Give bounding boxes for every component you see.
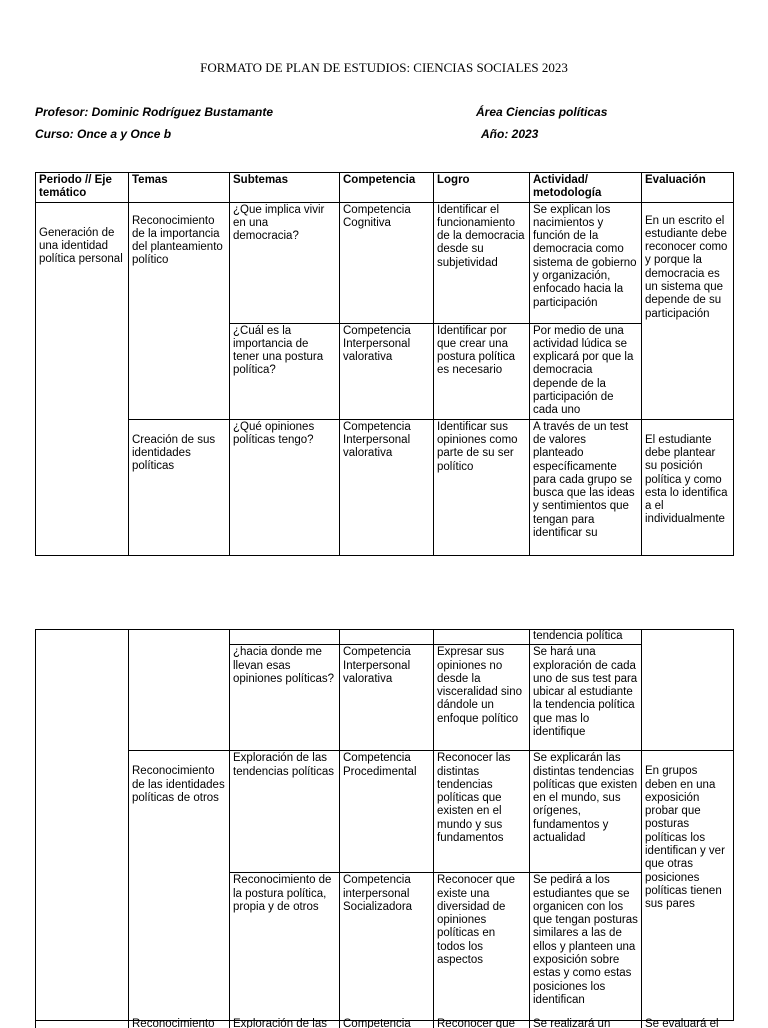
- actividad-cell: tendencia política: [530, 630, 642, 645]
- logro-cell: Reconocer las distintas tendencias políticas que existen en el mundo y sus fundamentos: [434, 751, 530, 873]
- header-subtemas: Subtemas: [230, 173, 340, 203]
- actividad-cell: Se hará una exploración de cada uno de sus test para ubicar al estudiante la tendencia política que mas lo identifique: [530, 645, 642, 751]
- table-row: [36, 419, 734, 555]
- evaluacion-cell: [642, 630, 734, 751]
- header-logro: Logro: [434, 173, 530, 203]
- header-periodo: Periodo // Eje temático: [36, 173, 129, 203]
- evaluacion-cell: En un escrito el estudiante debe reconocer como y porque la democracia es un sistema que depende de su participación: [642, 202, 734, 419]
- tema-cell: Reconocimiento de la importancia del planteamiento político: [129, 202, 230, 419]
- document-title: FORMATO DE PLAN DE ESTUDIOS: CIENCIAS SOCIALES 2023: [200, 60, 568, 75]
- subtema-cell: ¿Que implica vivir en una democracia?: [230, 202, 340, 323]
- logro-cell: Identificar por que crear una postura política es necesario: [434, 323, 530, 419]
- competencia-cell: Competencia Cognitiva: [340, 202, 434, 323]
- actividad-cell: Se pedirá a los estudiantes que se organicen con los que tengan posturas similares a las de ellos y planteen una exposición sobre estas y como estas posiciones los identifican: [530, 873, 642, 1021]
- logro-cell: [434, 630, 530, 645]
- subtema-cell: ¿Qué opiniones políticas tengo?: [230, 419, 340, 555]
- cut-left-border: [35, 1018, 39, 1028]
- subtema-cell: Exploración de las tendencias políticas: [230, 751, 340, 873]
- logro-cell: Identificar el funcionamiento de la democracia desde su subjetividad: [434, 202, 530, 323]
- competencia-cell: [340, 630, 434, 645]
- header-actividad: Actividad/ metodología: [530, 173, 642, 203]
- course-label: Curso: Once a y Once b: [35, 127, 172, 141]
- cut-cell: Reconocimiento: [128, 1018, 214, 1028]
- header-competencia: Competencia: [340, 173, 434, 203]
- area-label: Área Ciencias políticas: [476, 105, 608, 119]
- table-row: [36, 751, 734, 873]
- table-row: [36, 202, 734, 323]
- periodo-cell: [36, 630, 129, 1021]
- table-row: [36, 630, 734, 645]
- tema-cell: Creación de sus identidades políticas: [129, 419, 230, 555]
- tema-cell: [129, 630, 230, 751]
- evaluacion-cell: El estudiante debe plantear su posición política y como esta lo identifica a el individualmente: [642, 419, 734, 555]
- competencia-cell: Competencia Interpersonal valorativa: [340, 419, 434, 555]
- competencia-cell: Competencia Interpersonal valorativa: [340, 645, 434, 751]
- study-plan-table-page2: [35, 629, 734, 1021]
- cut-cell: Exploración de las: [229, 1018, 327, 1028]
- truncated-next-row: [35, 1018, 733, 1028]
- cut-cell: Se realizará un: [529, 1018, 610, 1028]
- subtema-cell: [230, 630, 340, 645]
- cut-cell: Se evaluará el: [641, 1018, 719, 1028]
- year-label: Año: 2023: [481, 127, 539, 141]
- header-temas: Temas: [129, 173, 230, 203]
- actividad-cell: Se explicarán las distintas tendencias políticas que existen en el mundo, sus orígenes, fundamentos y actualidad: [530, 751, 642, 873]
- actividad-cell: Por medio de una actividad lúdica se explicará por que la democracia depende de la participación de cada uno: [530, 323, 642, 419]
- actividad-cell: Se explican los nacimientos y función de la democracia como sistema de gobierno y organización, enfocado hacia la participación: [530, 202, 642, 323]
- subtema-cell: ¿hacia donde me llevan esas opiniones políticas?: [230, 645, 340, 751]
- periodo-cell: Generación de una identidad política personal: [36, 202, 129, 555]
- logro-cell: Reconocer que existe una diversidad de opiniones políticas en todos los aspectos: [434, 873, 530, 1021]
- evaluacion-cell: En grupos deben en una exposición probar que posturas políticas los identifican y ver que otras posiciones políticas tienen sus pares: [642, 751, 734, 1021]
- tema-cell: Reconocimiento de las identidades políticas de otros: [129, 751, 230, 1021]
- table-header-row: [36, 173, 734, 203]
- cut-cell: Reconocer que: [433, 1018, 515, 1028]
- competencia-cell: Competencia Procedimental: [340, 751, 434, 873]
- logro-cell: Expresar sus opiniones no desde la visceralidad sino dándole un enfoque político: [434, 645, 530, 751]
- logro-cell: Identificar sus opiniones como parte de su ser político: [434, 419, 530, 555]
- subtema-cell: ¿Cuál es la importancia de tener una postura política?: [230, 323, 340, 419]
- header-evaluacion: Evaluación: [642, 173, 734, 203]
- teacher-label: Profesor: Dominic Rodríguez Bustamante: [35, 105, 274, 119]
- subtema-cell: Reconocimiento de la postura política, propia y de otros: [230, 873, 340, 1021]
- competencia-cell: Competencia interpersonal Socializadora: [340, 873, 434, 1021]
- study-plan-table-page1: [35, 172, 734, 556]
- actividad-cell: A través de un test de valores planteado específicamente para cada grupo se busca que las ideas y sentimientos que tengan para identificar su: [530, 419, 642, 555]
- competencia-cell: Competencia Interpersonal valorativa: [340, 323, 434, 419]
- cut-cell: Competencia: [339, 1018, 411, 1028]
